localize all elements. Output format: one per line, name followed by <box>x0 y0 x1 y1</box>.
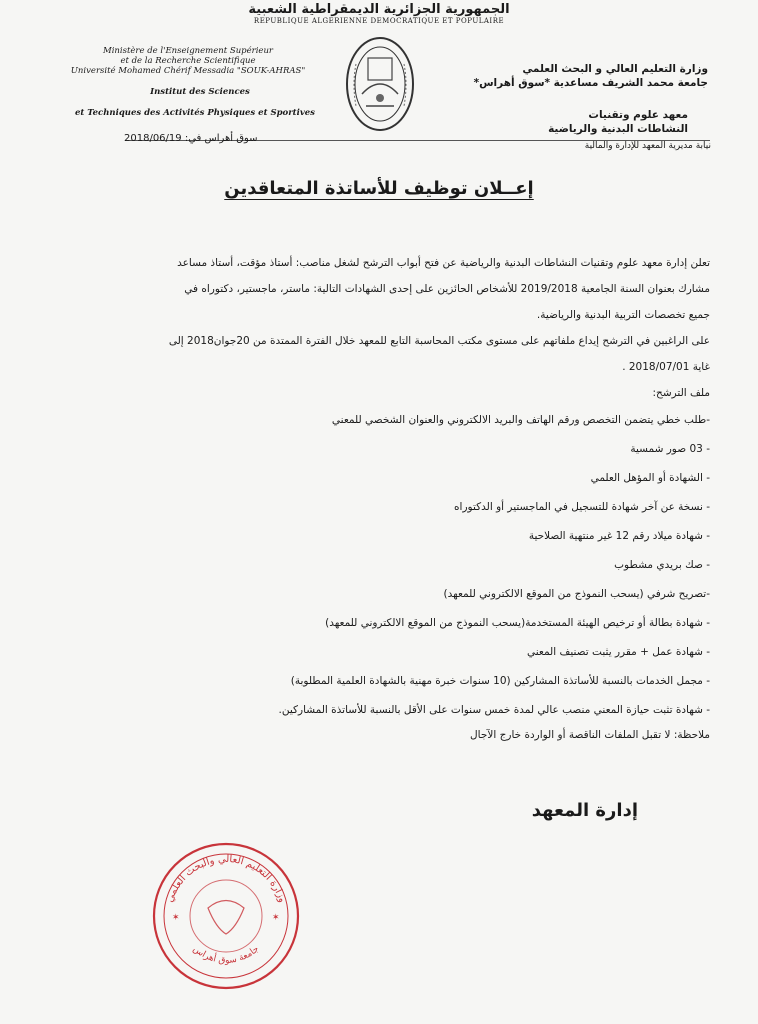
stamp-bottom-text: جامعة سوق أهراس <box>190 944 262 966</box>
list-item: - شهادة تثبت حيازة المعني منصب عالي لمدة خمس سنوات على الأقل بالنسبة للأساتذة المشاركين. <box>278 704 710 716</box>
directorate-ar: نيابة مديرية المعهد للإدارة والمالية <box>584 141 711 151</box>
date-value: 2018/06/19 <box>124 133 182 144</box>
institute-ar-line-1: معهد علوم وتقنيات <box>588 109 688 121</box>
list-item: - نسخة عن آخر شهادة للتسجيل في الماجستير أو الدكتوراه <box>454 501 710 513</box>
ministry-block-ar <box>448 62 708 90</box>
ministry-fr-line-1: Ministère de l'Enseignement Supérieur <box>103 46 273 56</box>
official-stamp <box>148 838 303 993</box>
ministry-block-fr <box>68 46 308 76</box>
list-item: - شهادة ميلاد رقم 12 غير منتهية الصلاحية <box>528 530 710 542</box>
list-item: - شهادة بطالة أو ترخيص الهيئة المستخدمة(يسحب النموذج من الموقع الالكتروني للمعهد) <box>325 617 710 629</box>
republic-title-fr: REPUBLIQUE ALGERIENNE DEMOCRATIQUE ET POPULAIRE <box>253 17 505 25</box>
university-logo <box>344 34 416 134</box>
paragraph-2-line-1: على الراغبين في الترشح إيداع ملفاتهم على مستوى مكتب المحاسبة التابع للمعهد خلال الفترة الممتدة من 20جوان2018 إلى <box>168 335 710 347</box>
list-item: - شهادة عمل + مقرر يثبت تصنيف المعني <box>526 646 710 658</box>
announcement-body <box>50 250 710 725</box>
svg-text:✶: ✶ <box>272 913 280 923</box>
paragraph-1-line-2: مشارك بعنوان السنة الجامعية 2019/2018 للأشخاص الحائزين على إحدى الشهادات التالية: ماستر، ماجستير، دكتوراه في <box>184 283 710 295</box>
note: ملاحظة: لا تقبل الملفات الناقصة أو الواردة خارج الآجال <box>470 729 710 741</box>
republic-title-ar: الجمهورية الجزائرية الديمقراطية الشعبية <box>248 2 510 17</box>
institute-fr-line-2: et Techniques des Activités Physiques et Sportives <box>75 108 315 118</box>
date-label: سوق أهراس في: <box>184 133 258 144</box>
ministry-fr-line-3: Université Mohamed Chérif Messadia "SOUK-AHRAS" <box>70 66 306 76</box>
announcement-title: إعــلان توظيف للأساتذة المتعاقدين <box>224 178 534 199</box>
university-ar: جامعة محمد الشريف مساعدية *سوق أهراس* <box>473 77 708 89</box>
file-heading: ملف الترشح: <box>652 387 710 399</box>
date-line <box>124 133 258 144</box>
ministry-fr-line-2: et de la Recherche Scientifique <box>120 56 256 66</box>
ministry-ar: وزارة التعليم العالي و البحث العلمي <box>522 63 708 75</box>
stamp-outer-text: وزارة التعليم العالي والبحث العلمي <box>164 853 288 904</box>
list-item: - صك بريدي مشطوب <box>614 559 710 571</box>
paragraph-1-line-1: تعلن إدارة معهد علوم وتقنيات النشاطات البدنية والرياضية عن فتح أبواب الترشح لشغل مناصب: أستاذ مؤقت، أستاذ مساعد <box>177 257 710 269</box>
list-item: -تصريح شرفي (يسحب النموذج من الموقع الالكتروني للمعهد) <box>443 588 710 600</box>
list-item: -طلب خطي يتضمن التخصص ورقم الهاتف والبريد الالكتروني والعنوان الشخصي للمعني <box>331 414 710 426</box>
institute-fr-line-1: Institut des Sciences <box>150 87 250 97</box>
list-item: - 03 صور شمسية <box>630 443 710 455</box>
institute-block-ar <box>448 108 688 136</box>
signature: إدارة المعهد <box>531 800 638 821</box>
requirements-list <box>50 406 710 725</box>
institute-ar-line-2: النشاطات البدنية والرياضية <box>548 123 688 135</box>
list-item: - الشهادة أو المؤهل العلمي <box>590 472 710 484</box>
svg-text:✶: ✶ <box>172 913 180 923</box>
paragraph-1-line-3: جميع تخصصات التربية البدنية والرياضية. <box>536 309 710 321</box>
list-item: - مجمل الخدمات بالنسبة للأساتذة المشاركين (10 سنوات خبرة مهنية بالشهادة العلمية المطلوبة) <box>290 675 710 687</box>
paragraph-2-line-2: غاية 2018/07/01 . <box>622 361 710 373</box>
